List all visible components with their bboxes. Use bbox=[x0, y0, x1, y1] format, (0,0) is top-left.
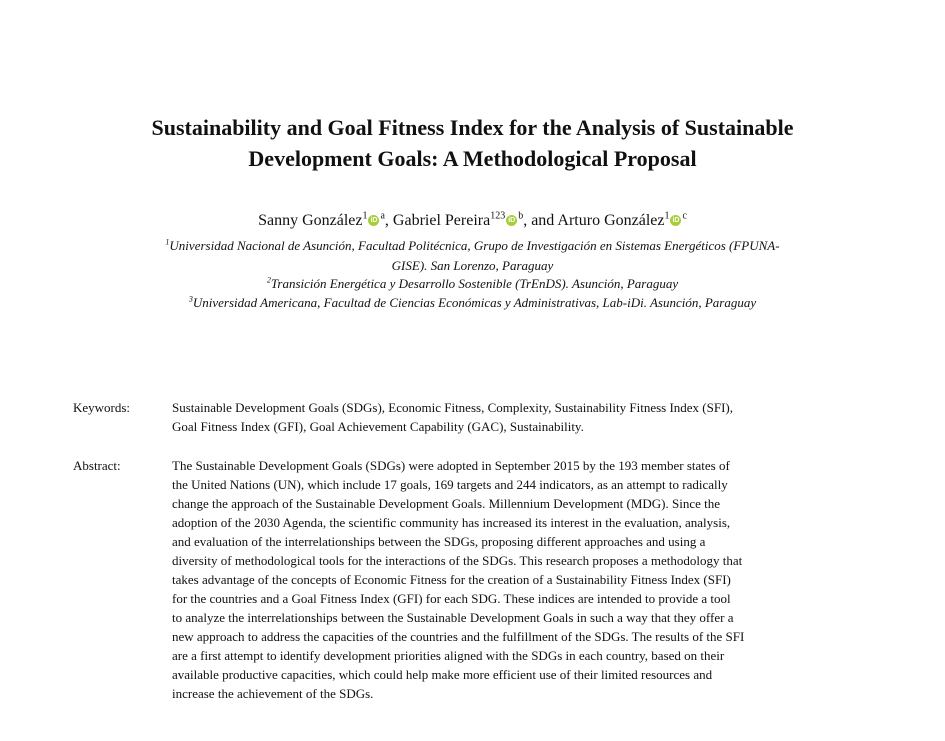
abstract-line: increase the achievement of the SDGs. bbox=[172, 686, 374, 701]
affiliation-number: 2 bbox=[266, 275, 271, 285]
abstract-line: takes advantage of the concepts of Economic Fitness for the creation of a Sustainability Fitness Index (SFI) bbox=[172, 572, 731, 587]
title-line-1: Sustainability and Goal Fitness Index for the Analysis of Sustainable bbox=[151, 115, 794, 140]
abstract-line: are a first attempt to identify development priorities aligned with the SDGs in each country, based on their bbox=[172, 648, 725, 663]
abstract-text bbox=[172, 456, 859, 703]
author-name: Gabriel Pereira bbox=[392, 212, 491, 229]
abstract-line: The Sustainable Development Goals (SDGs) were adopted in September 2015 by the 193 member states of bbox=[172, 458, 730, 473]
affiliation-text: GISE). San Lorenzo, Paraguay bbox=[391, 258, 554, 273]
affiliation-1 bbox=[0, 236, 945, 276]
author-mark: a bbox=[380, 210, 385, 222]
orcid-icon[interactable]: iD bbox=[672, 217, 680, 224]
keywords-line: Goal Fitness Index (GFI), Goal Achievement Capability (GAC), Sustainability. bbox=[172, 419, 584, 434]
abstract-line: for the countries and a Goal Fitness Index (GFI) for each SDG. These indices are intended to provide a tool bbox=[172, 591, 731, 606]
paper-title bbox=[0, 112, 945, 174]
affiliation-text: Universidad Nacional de Asunción, Facultad Politécnica, Grupo de Investigación en Sistemas Energéticos (FPUNA- bbox=[169, 238, 780, 253]
author-list bbox=[0, 211, 945, 231]
abstract-line: new approach to address the capacities of the countries and the fulfillment of the SDGs. The results of the SFI bbox=[172, 629, 745, 644]
abstract-line: and evaluation of the interrelationships between the SDGs, proposing different approaches and using a bbox=[172, 534, 706, 549]
abstract-label: Abstract: bbox=[73, 458, 121, 473]
affiliation-text: Transición Energética y Desarrollo Sostenible (TrEnDS). Asunción, Paraguay bbox=[270, 276, 679, 291]
author-affiliation-number: 123 bbox=[490, 210, 506, 222]
keywords-line: Sustainable Development Goals (SDGs), Economic Fitness, Complexity, Sustainability Fitness Index (SFI), bbox=[172, 400, 733, 415]
affiliation-3 bbox=[0, 293, 945, 313]
affiliation-number: 1 bbox=[165, 237, 170, 247]
abstract-line: available productive capacities, which could help make more efficient use of their limited resources and bbox=[172, 667, 713, 682]
author-name: Sanny González bbox=[258, 212, 363, 229]
author-separator: , bbox=[384, 212, 393, 229]
affiliation-number: 3 bbox=[188, 294, 193, 304]
author-affiliation-number: 1 bbox=[664, 210, 670, 222]
author-mark: b bbox=[518, 210, 524, 222]
keywords-label: Keywords: bbox=[73, 400, 131, 415]
orcid-icon[interactable]: iD bbox=[370, 217, 378, 224]
orcid-icon[interactable]: iD bbox=[508, 217, 516, 224]
keywords-text bbox=[172, 398, 859, 436]
affiliation-text: Universidad Americana, Facultad de Ciencias Económicas y Administrativas, Lab-iDi. Asunción, Paraguay bbox=[192, 295, 757, 310]
author-affiliation-number: 1 bbox=[362, 210, 368, 222]
author-name: Arturo González bbox=[557, 212, 665, 229]
abstract-line: diversity of methodological tools for the interactions of the SDGs. This research proposes a methodology that bbox=[172, 553, 743, 568]
abstract-line: the United Nations (UN), which include 17 goals, 169 targets and 244 indicators, as an attempt to radically bbox=[172, 477, 728, 492]
abstract-line: to analyze the interrelationships between the Sustainable Development Goals in such a way that they offer a bbox=[172, 610, 734, 625]
affiliation-2 bbox=[0, 274, 945, 294]
abstract-line: change the approach of the Sustainable Development Goals. Millennium Development (MDG). Since the bbox=[172, 496, 721, 511]
author-mark: c bbox=[682, 210, 687, 222]
title-line-2: Development Goals: A Methodological Proposal bbox=[248, 146, 697, 171]
author-separator: , and bbox=[523, 212, 558, 229]
abstract-line: adoption of the 2030 Agenda, the scientific community has increased its interest in the evaluation, analysis, bbox=[172, 515, 731, 530]
